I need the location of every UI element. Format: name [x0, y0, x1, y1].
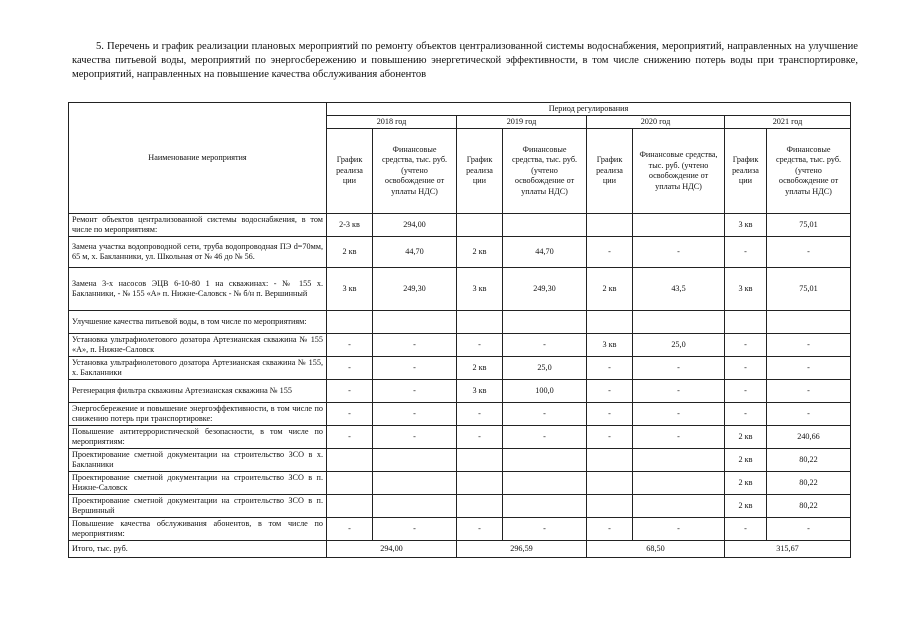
schedule-cell: 3 кв: [725, 214, 767, 237]
finance-cell: [633, 214, 725, 237]
row-name: Энергосбережение и повышение энергоэффективности, в том числе по снижению потерь при транспортировке:: [69, 403, 327, 426]
finance-header: Финансовые средства, тыс. руб. (учтено освобождение от уплаты НДС): [767, 129, 851, 214]
finance-cell: -: [767, 403, 851, 426]
total-2018: 294,00: [327, 541, 457, 558]
schedule-cell: -: [725, 357, 767, 380]
schedule-cell: 3 кв: [457, 380, 503, 403]
schedule-cell: 2 кв: [725, 449, 767, 472]
schedule-cell: [457, 449, 503, 472]
row-name: Регенерация фильтра скважины Артезианская скважина № 155: [69, 380, 327, 403]
finance-cell: [633, 449, 725, 472]
finance-cell: 25,0: [503, 357, 587, 380]
table-row: [69, 334, 851, 357]
row-name: Повышение антитеррористической безопасности, в том числе по мероприятиям:: [69, 426, 327, 449]
period-header: Период регулирования: [327, 103, 851, 116]
finance-cell: -: [373, 380, 457, 403]
total-2019: 296,59: [457, 541, 587, 558]
finance-cell: -: [767, 357, 851, 380]
schedule-header: График реализа ции: [457, 129, 503, 214]
finance-cell: -: [503, 518, 587, 541]
table-row: [69, 311, 851, 334]
finance-cell: -: [633, 357, 725, 380]
finance-cell: -: [373, 334, 457, 357]
table-row: [69, 403, 851, 426]
finance-cell: -: [633, 403, 725, 426]
schedule-cell: -: [327, 518, 373, 541]
schedule-cell: -: [725, 518, 767, 541]
schedule-cell: 2 кв: [327, 237, 373, 268]
finance-cell: [633, 472, 725, 495]
schedule-header: График реализа ции: [725, 129, 767, 214]
schedule-cell: 2 кв: [725, 495, 767, 518]
schedule-cell: [587, 214, 633, 237]
section-heading: 5. Перечень и график реализации плановых мероприятий по ремонту объектов централизованной системы водоснабжения, мероприятий, направленных на улучшение качества питьевой воды, мероприятий по энергосбережению и повышению энергетической эффективности, в том числе снижению потерь воды при транспортировке, мероприятий, направленных на повышение качества обслуживания абонентов: [72, 41, 858, 80]
finance-cell: -: [633, 518, 725, 541]
finance-cell: [503, 311, 587, 334]
finance-cell: 80,22: [767, 472, 851, 495]
schedule-cell: -: [587, 426, 633, 449]
finance-cell: -: [767, 334, 851, 357]
row-name: Повышение качества обслуживания абонентов, в том числе по мероприятиям:: [69, 518, 327, 541]
finance-cell: 43,5: [633, 268, 725, 311]
schedule-cell: 2 кв: [725, 472, 767, 495]
finance-cell: [503, 472, 587, 495]
year-header-2021: 2021 год: [725, 116, 851, 129]
total-label: Итого, тыс. руб.: [69, 541, 327, 558]
schedule-cell: -: [457, 426, 503, 449]
schedule-cell: -: [327, 380, 373, 403]
finance-cell: 25,0: [633, 334, 725, 357]
finance-cell: 75,01: [767, 214, 851, 237]
schedule-cell: -: [457, 334, 503, 357]
finance-cell: 294,00: [373, 214, 457, 237]
finance-cell: [503, 214, 587, 237]
finance-cell: 75,01: [767, 268, 851, 311]
schedule-cell: -: [327, 334, 373, 357]
year-header-2020: 2020 год: [587, 116, 725, 129]
schedule-cell: 2 кв: [457, 237, 503, 268]
schedule-cell: 3 кв: [327, 268, 373, 311]
row-name: Установка ультрафиолетового дозатора Артезианская скважина № 155 «А», п. Нижне-Саловск: [69, 334, 327, 357]
schedule-cell: 3 кв: [457, 268, 503, 311]
row-name: Замена участка водопроводной сети, труба водопроводная ПЭ d=70мм, 65 м, х. Бакланники, ул. Школьная от № 46 до № 56.: [69, 237, 327, 268]
finance-cell: -: [767, 237, 851, 268]
row-name: Проектирование сметной документации на строительство ЗСО в х. Бакланники: [69, 449, 327, 472]
finance-cell: 80,22: [767, 495, 851, 518]
schedule-cell: -: [725, 403, 767, 426]
schedule-cell: [327, 311, 373, 334]
schedule-cell: -: [587, 357, 633, 380]
finance-cell: -: [633, 380, 725, 403]
finance-cell: 44,70: [503, 237, 587, 268]
row-name: Замена 3-х насосов ЭЦВ 6-10-80 1 на скважинах: - № 155 х. Бакланники, - № 155 «А» п. Нижне-Саловск - № б/н п. Вершинный: [69, 268, 327, 311]
year-header-2019: 2019 год: [457, 116, 587, 129]
finance-cell: -: [373, 426, 457, 449]
finance-cell: 249,30: [503, 268, 587, 311]
schedule-cell: [457, 311, 503, 334]
table-body: [69, 214, 851, 558]
finance-cell: -: [767, 380, 851, 403]
table-row: [69, 380, 851, 403]
schedule-cell: 3 кв: [587, 334, 633, 357]
schedule-cell: -: [327, 403, 373, 426]
finance-cell: 240,66: [767, 426, 851, 449]
schedule-cell: -: [725, 237, 767, 268]
schedule-cell: [457, 214, 503, 237]
year-header-2018: 2018 год: [327, 116, 457, 129]
finance-cell: -: [633, 237, 725, 268]
table-row: [69, 357, 851, 380]
finance-cell: 44,70: [373, 237, 457, 268]
total-2020: 68,50: [587, 541, 725, 558]
total-row: [69, 541, 851, 558]
table-row: [69, 426, 851, 449]
schedule-cell: [587, 311, 633, 334]
schedule-header: График реализа ции: [327, 129, 373, 214]
row-name: Ремонт объектов централизованной системы водоснабжения, в том числе по мероприятиям:: [69, 214, 327, 237]
schedule-cell: [457, 472, 503, 495]
row-name: Улучшение качества питьевой воды, в том числе по мероприятиям:: [69, 311, 327, 334]
row-name: Проектирование сметной документации на строительство ЗСО в п. Вершинный: [69, 495, 327, 518]
finance-cell: 249,30: [373, 268, 457, 311]
finance-header: Финансовые средства, тыс. руб. (учтено освобождение от уплаты НДС): [373, 129, 457, 214]
finance-header: Финансовые средства, тыс. руб. (учтено освобождение от уплаты НДС): [633, 129, 725, 214]
finance-cell: [373, 495, 457, 518]
table-row: [69, 268, 851, 311]
schedule-cell: [587, 472, 633, 495]
finance-cell: [767, 311, 851, 334]
plan-table: [68, 102, 851, 558]
schedule-cell: 2 кв: [725, 426, 767, 449]
finance-cell: -: [373, 403, 457, 426]
row-name: Проектирование сметной документации на строительство ЗСО в п. Нижне-Саловск: [69, 472, 327, 495]
finance-cell: [373, 311, 457, 334]
schedule-cell: -: [587, 237, 633, 268]
finance-cell: -: [503, 403, 587, 426]
table-row: [69, 214, 851, 237]
schedule-header: График реализа ции: [587, 129, 633, 214]
finance-cell: [373, 472, 457, 495]
finance-header: Финансовые средства, тыс. руб. (учтено освобождение от уплаты НДС): [503, 129, 587, 214]
finance-cell: 100,0: [503, 380, 587, 403]
schedule-cell: [327, 495, 373, 518]
table-row: [69, 237, 851, 268]
schedule-cell: -: [725, 380, 767, 403]
finance-cell: 80,22: [767, 449, 851, 472]
finance-cell: -: [767, 518, 851, 541]
row-name: Установка ультрафиолетового дозатора Артезианская скважина № 155, х. Бакланники: [69, 357, 327, 380]
finance-cell: [373, 449, 457, 472]
finance-cell: [633, 495, 725, 518]
column-header-name: Наименование мероприятия: [69, 103, 327, 214]
table-row: [69, 518, 851, 541]
schedule-cell: -: [725, 334, 767, 357]
schedule-cell: -: [327, 357, 373, 380]
schedule-cell: -: [587, 518, 633, 541]
schedule-cell: [725, 311, 767, 334]
finance-cell: -: [633, 426, 725, 449]
schedule-cell: [587, 495, 633, 518]
finance-cell: [633, 311, 725, 334]
schedule-cell: [327, 449, 373, 472]
schedule-cell: 2 кв: [457, 357, 503, 380]
schedule-cell: [327, 472, 373, 495]
schedule-cell: -: [457, 518, 503, 541]
finance-cell: -: [373, 518, 457, 541]
total-2021: 315,67: [725, 541, 851, 558]
schedule-cell: -: [327, 426, 373, 449]
finance-cell: -: [503, 426, 587, 449]
finance-cell: -: [373, 357, 457, 380]
schedule-cell: [457, 495, 503, 518]
schedule-cell: 2-3 кв: [327, 214, 373, 237]
schedule-cell: [587, 449, 633, 472]
table-row: [69, 495, 851, 518]
finance-cell: [503, 449, 587, 472]
schedule-cell: -: [587, 403, 633, 426]
schedule-cell: -: [457, 403, 503, 426]
schedule-cell: 2 кв: [587, 268, 633, 311]
finance-cell: -: [503, 334, 587, 357]
table-row: [69, 472, 851, 495]
schedule-cell: 3 кв: [725, 268, 767, 311]
schedule-cell: -: [587, 380, 633, 403]
finance-cell: [503, 495, 587, 518]
table-row: [69, 449, 851, 472]
